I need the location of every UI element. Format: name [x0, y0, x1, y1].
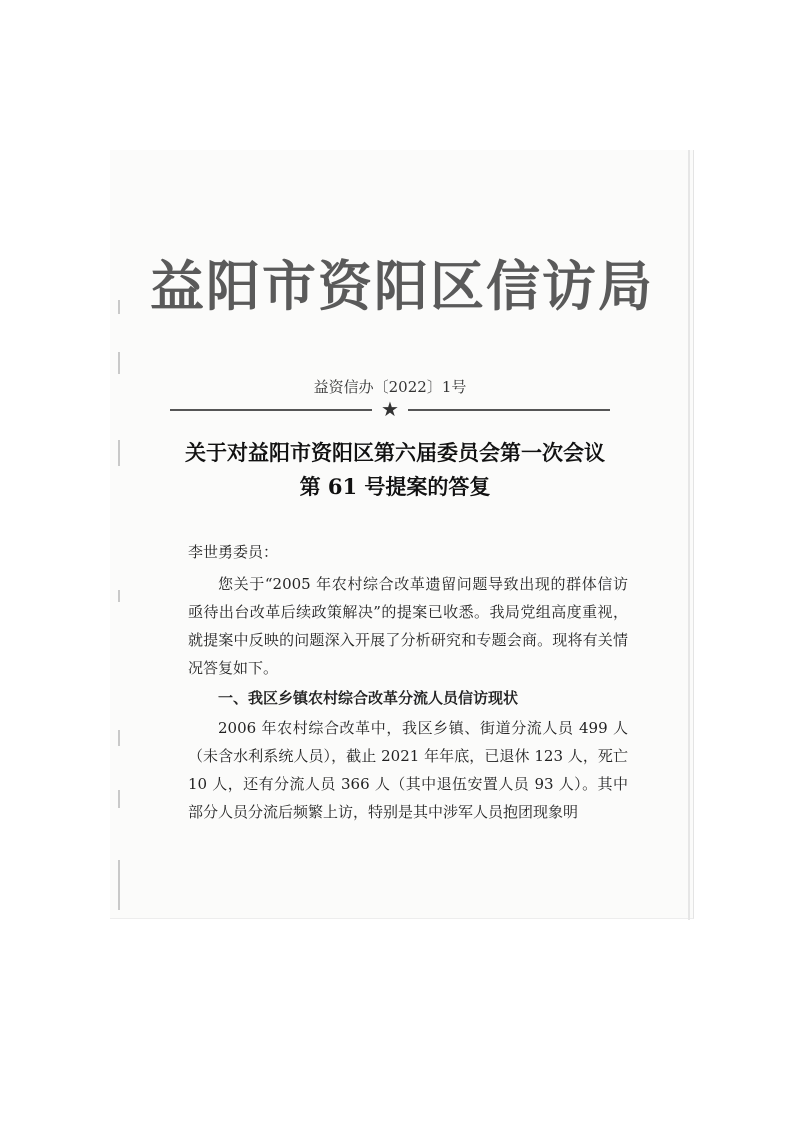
document-title [150, 436, 640, 504]
header-divider [170, 399, 610, 421]
page-edge [688, 150, 690, 920]
section-heading: 一、我区乡镇农村综合改革分流人员信访现状 [218, 689, 519, 707]
binding-mark [118, 730, 120, 746]
binding-mark [118, 590, 120, 602]
document-body [188, 538, 628, 826]
title-line-1: 关于对益阳市资阳区第六届委员会第一次会议 [185, 440, 605, 465]
binding-mark [118, 790, 120, 808]
binding-mark [118, 352, 120, 374]
binding-mark [118, 300, 120, 314]
star-icon: ★ [381, 397, 399, 421]
divider-line-left [170, 409, 372, 411]
divider-line-right [408, 409, 610, 411]
intro-paragraph: 您关于“2005 年农村综合改革遗留问题导致出现的群体信访亟待出台改革后续政策解决”的提案已收悉。我局党组高度重视，就提案中反映的问题深入开展了分析研究和专题会商。现将有关情况答复如下。 [188, 575, 628, 677]
title-line-2: 第 61 号提案的答复 [299, 474, 491, 499]
salutation: 李世勇委员： [188, 543, 279, 561]
section-paragraph: 2006 年农村综合改革中，我区乡镇、街道分流人员 499 人（未含水利系统人员），截止 2021 年年底，已退休 123 人，死亡 10 人，还有分流人员 366 人（其中退伍安置人员 93 人）。其中部分人员分流后频繁上访，特别是其中涉军人员抱团现象明 [188, 719, 628, 821]
binding-mark [118, 860, 120, 910]
binding-mark [118, 440, 120, 466]
agency-header: 益阳市资阳区信访局 [150, 254, 654, 318]
document-number: 益资信办〔2022〕1号 [313, 378, 467, 396]
